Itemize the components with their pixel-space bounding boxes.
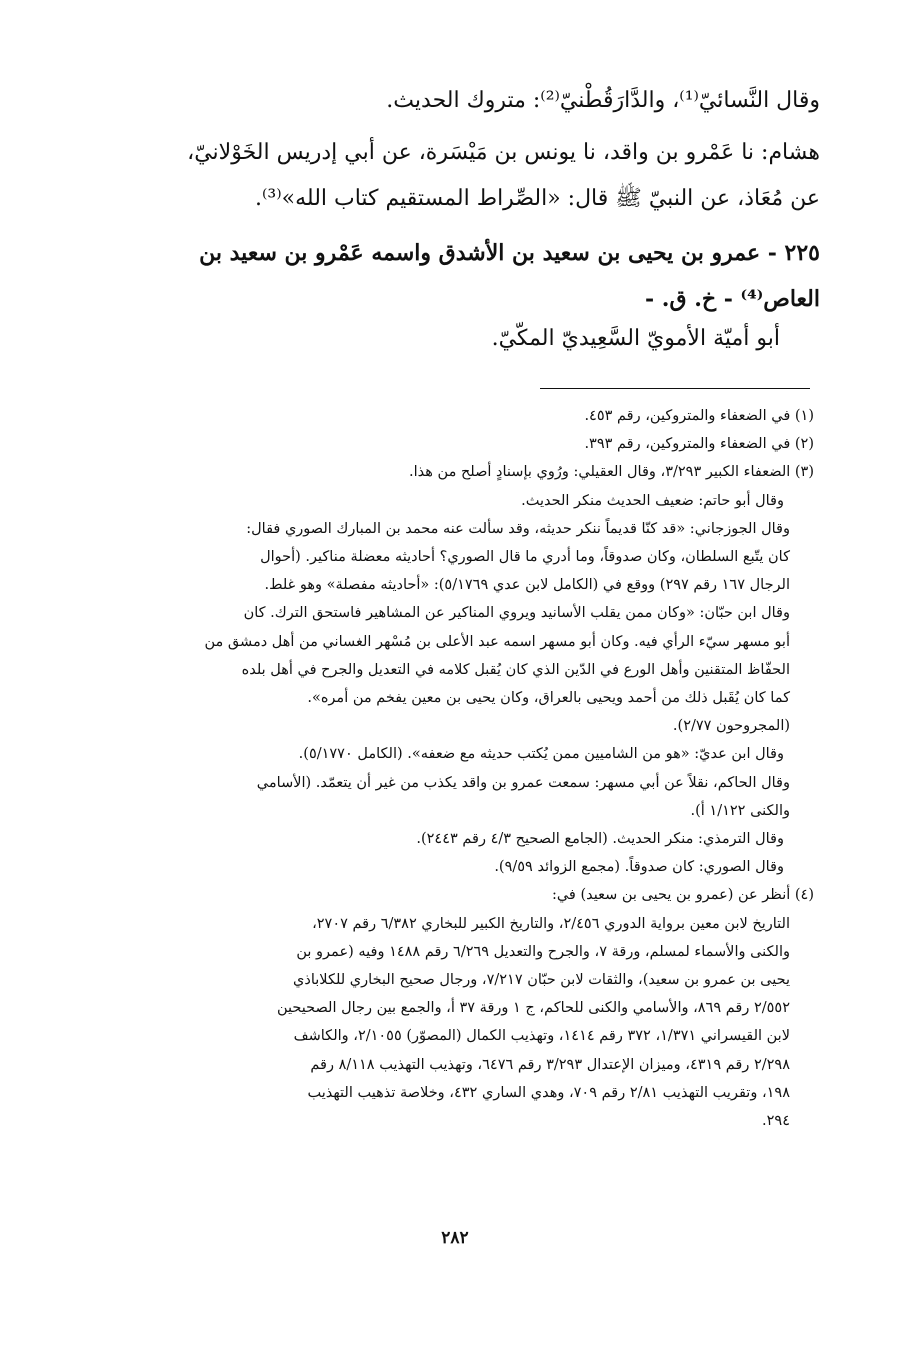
page-number: ٢٨٢ [441, 1228, 469, 1248]
footnote-line: ٢/٥٥٢ رقم ٨٦٩، والأسامي والكنى للحاكم، ج ١ ورقة ٣٧ أ، والجمع بين رجال الصحيحين [276, 1000, 790, 1017]
footnote-line: (٣) الضعفاء الكبير ٣/٢٩٣، وقال العقيلي: ورُوي بإسنادٍ أصلح من هذا. [409, 464, 814, 481]
footnote-line: وقال الترمذي: منكر الحديث. (الجامع الصحيح ٤/٣ رقم ٢٤٤٣). [416, 831, 784, 848]
footnote-line: وقال ابن عديّ: «هو من الشاميين ممن يُكتب حديثه مع ضعفه». (الكامل ٥/١٧٧٠). [298, 746, 784, 763]
footnote-line: والكنى والأسماء لمسلم، ورقة ٧، والجرح والتعديل ٦/٢٦٩ رقم ١٤٨٨ وفيه (عمرو بن [296, 943, 790, 960]
footnote-line: ٢٩٤. [762, 1113, 790, 1130]
footnote-line: كان يتّبع السلطان، وكان صدوقاً، وما أدري ما قال الصوري؟ أحاديثه معضلة مناكير. (أحوال [260, 549, 790, 566]
footnote-line: (١) في الضعفاء والمتروكين، رقم ٤٥٣. [584, 408, 814, 424]
footnote-line: وقال الصوري: كان صدوقاً. (مجمع الزوائد ٩/٥٩). [494, 859, 784, 876]
footnote-line: ٢/٢٩٨ رقم ٤٣١٩، وميزان الإعتدال ٣/٢٩٣ رقم ٦٤٧٦، وتهذيب التهذيب ٨/١١٨ رقم [310, 1056, 790, 1073]
footnote-line: لابن القيسراني ١/٣٧١، ٣٧٢ رقم ١٤١٤، وتهذيب الكمال (المصوّر) ٢/١٠٥٥، والكاشف [293, 1028, 790, 1045]
footnote-line: أبو مسهر سيّء الرأي فيه. وكان أبو مسهر اسمه عبد الأعلى بن مُسْهر الغساني من أهل دمشق من [204, 633, 790, 650]
text-line: هشام: نا عَمْرو بن واقد، نا يونس بن مَيْسَرة، عن أبي إدريس الخَوْلانيّ، [187, 140, 820, 165]
footnote-line: (٤) أنظر عن (عمرو بن يحيى بن سعيد) في: [551, 887, 814, 904]
footnote-line: وقال ابن حبّان: «وكان ممن يقلب الأسانيد ويروي المناكير عن المشاهير فاستحق الترك. كان [243, 605, 790, 622]
footnote-line: يحيى بن عمرو بن سعيد)، والثقات لابن حبّان ٧/٢١٧، ورجال صحيح البخاري للكلاباذي [293, 972, 790, 989]
footnote-line: (٢) في الضعفاء والمتروكين، رقم ٣٩٣. [584, 436, 814, 453]
footnote-divider [540, 388, 810, 389]
footnote-line: كما كان يُقَبل ذلك من أحمد ويحيى بالعراق، وكان يحيى بن معين يفخم من أمره». [307, 690, 790, 707]
entry-heading: ٢٢٥ - عمرو بن يحيى بن سعيد بن الأشدق واسمه عَمْرو بن سعيد بن [199, 240, 820, 266]
text-line: عن مُعَاذ، عن النبيّ ﷺ قال: «الصِّراط المستقيم كتاب الله»⁽³⁾. [255, 186, 820, 211]
footnote-line: التاريخ لابن معين برواية الدوري ٢/٤٥٦، والتاريخ الكبير للبخاري ٦/٣٨٢ رقم ٢٧٠٧، [312, 915, 790, 932]
footnote-line: وقال أبو حاتم: ضعيف الحديث منكر الحديث. [521, 492, 784, 509]
footnotes [84, 402, 814, 1135]
footnote-line: ١٩٨، وتقريب التهذيب ٢/٨١ رقم ٧٠٩، وهدي الساري ٤٣٢، وخلاصة تذهيب التهذيب [307, 1084, 790, 1101]
footnote-line: والكنى ١/١٢٢ أ). [690, 802, 790, 819]
footnote-line: وقال الجوزجاني: «قد كنّا قديماً ننكر حديثه، وقد سألت عنه محمد بن المبارك الصوري فقال: [246, 520, 790, 537]
footnote-line: وقال الحاكم، نقلاً عن أبي مسهر: سمعت عمرو بن واقد يكذب من غير أن يتعمّد. (الأسامي [256, 774, 790, 791]
entry-heading: العاص⁽⁴⁾ - خ. ق. - [645, 286, 820, 312]
text-line: أبو أميّة الأمويّ السَّعِيديّ المكّيّ. [491, 326, 780, 351]
footnote-line: الحفّاظ المتقنين وأهل الورع في الدّين الذي كان يُقبل كلامه في التعديل والجرح في أهل بلده [241, 661, 790, 678]
main-text [84, 78, 820, 362]
footnote-line: (المجروحون ٢/٧٧). [672, 718, 790, 735]
text-line: وقال النَّسائيّ⁽¹⁾، والدَّارَقُطْنيّ⁽²⁾: متروك الحديث. [386, 88, 820, 113]
footnote-line: الرجال ١٦٧ رقم ٢٩٧) ووقع في (الكامل لابن عدي ٥/١٧٦٩): «أحاديثه مفصلة» وهو غلط. [264, 577, 790, 594]
